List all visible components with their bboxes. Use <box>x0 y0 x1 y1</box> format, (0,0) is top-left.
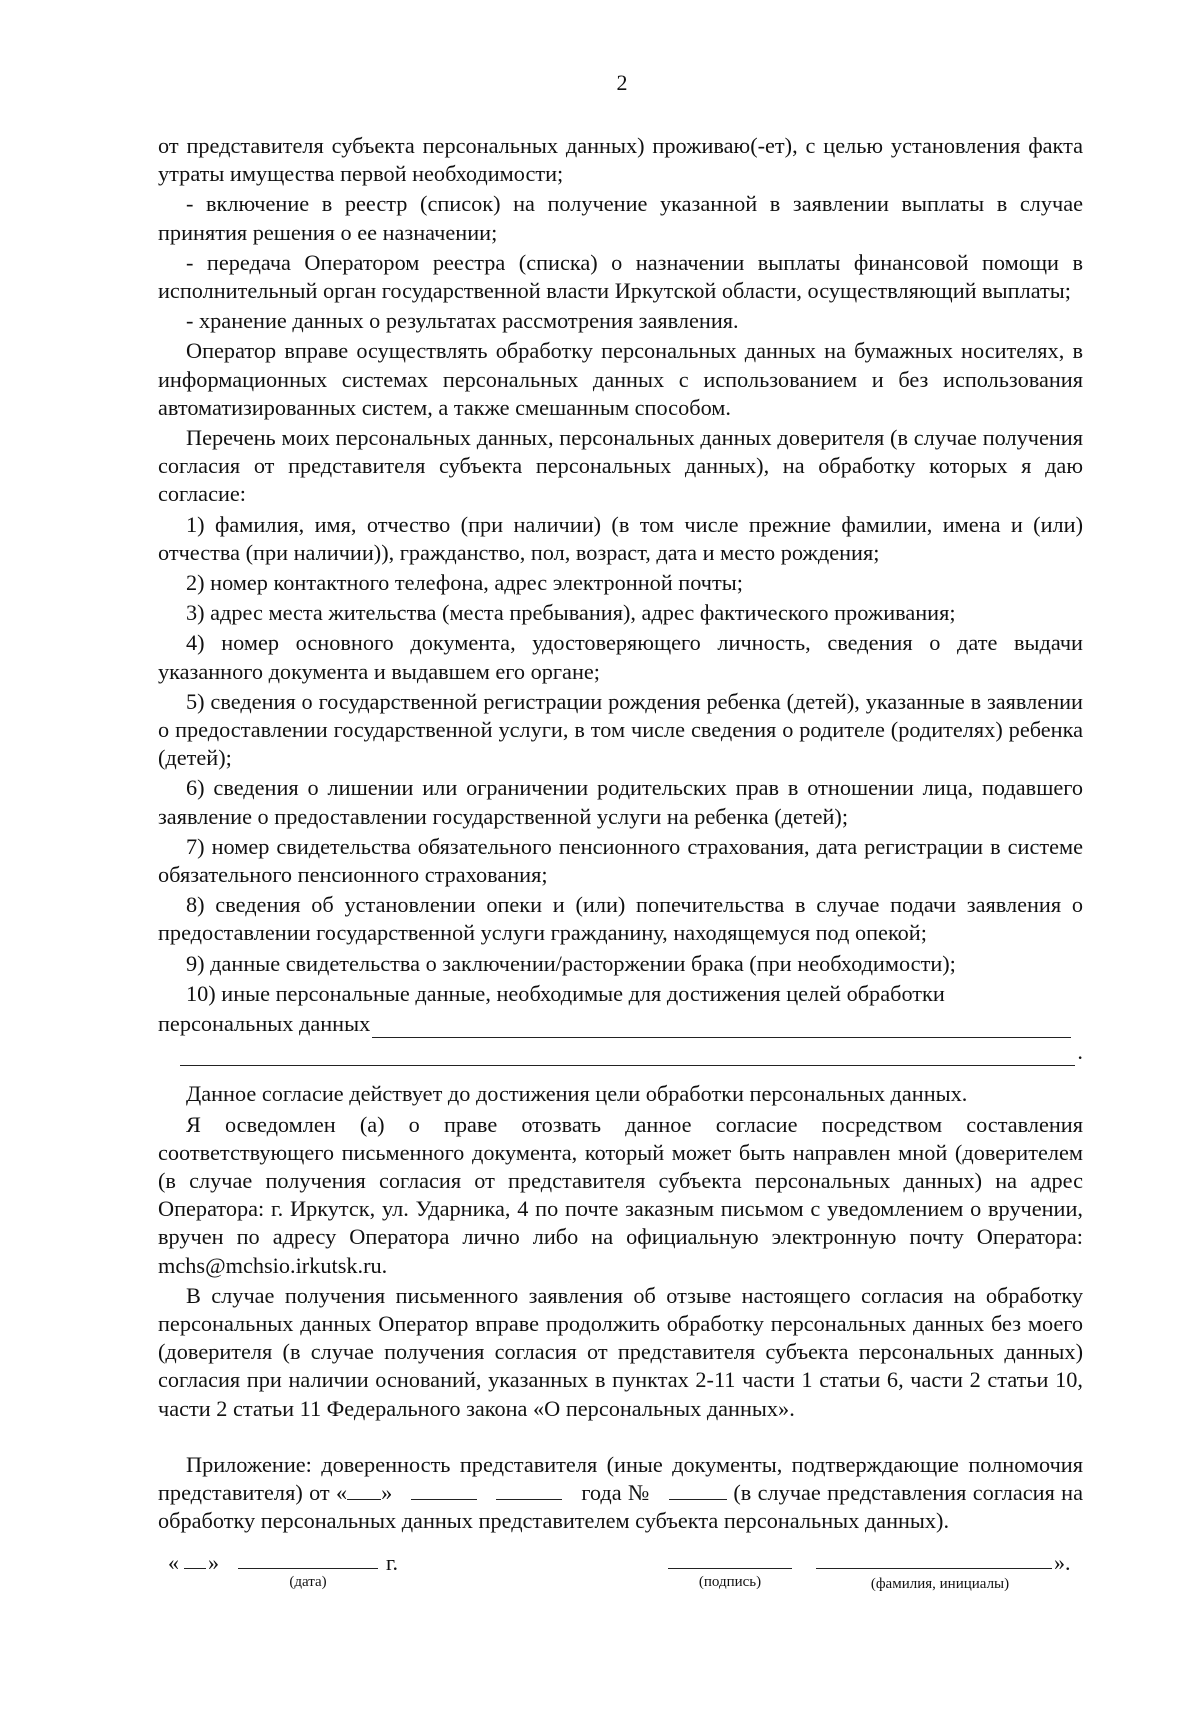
list-item-10-label: персональных данных <box>158 1011 371 1037</box>
signature-end-mark: ». <box>1054 1550 1071 1575</box>
signature-blank[interactable] <box>668 1550 792 1569</box>
page-number: 2 <box>616 70 628 95</box>
paragraph-withdrawal-right: Я осведомлен (а) о праве отозвать данное согласие посредством составления соответствующего письменного документа, который может быть направлен мной (доверителем (в случае получения согласия от представителя субъекта персональных данных) на адрес Оператора: г. Иркутск, ул. Ударника, 4 по почте заказным письмом с уведомлением о вручении, вручен по адресу Оператора лично либо на официальную электронную почту Оператора: mchs@mchsio.irkutsk.ru. <box>158 1111 1083 1278</box>
list-item: 8) сведения об установлении опеки и (или) попечительства в случае подачи заявления о предоставлении государственной услуги гражданину, находящемуся под опекой; <box>158 892 1083 946</box>
document-body <box>158 132 1083 1537</box>
signature-row <box>0 1550 1200 1610</box>
paragraph-attachment <box>158 1451 1083 1536</box>
list-item-10-fill-line <box>158 1010 1083 1038</box>
list-item: 9) данные свидетельства о заключении/расторжении брака (при необходимости); <box>186 950 956 976</box>
date-month-blank[interactable] <box>238 1550 378 1569</box>
paragraph-data-list-intro: Перечень моих персональных данных, персональных данных доверителя (в случае получения согласия от представителя субъекта персональных данных), на обработку которых я даю согласие: <box>158 425 1083 507</box>
attachment-quote-close: » <box>381 1479 393 1505</box>
attachment-day-blank[interactable] <box>347 1481 381 1500</box>
list-item: 1) фамилия, имя, отчество (при наличии) (в том числе прежние фамилии, имена и (или) отчества (при наличии)), гражданство, пол, возраст, дата и место рождения; <box>158 511 1083 565</box>
attachment-month-blank[interactable] <box>411 1481 477 1500</box>
list-item: 7) номер свидетельства обязательного пенсионного страхования, дата регистрации в системе обязательного пенсионного страхования; <box>158 833 1083 888</box>
paragraph-data-storage: - хранение данных о результатах рассмотрения заявления. <box>186 308 739 334</box>
blank-underline[interactable] <box>372 1017 1071 1038</box>
paragraph-registry-inclusion: - включение в реестр (список) на получение указанной в заявлении выплаты в случае принятия решения о ее назначении; <box>158 191 1083 245</box>
date-caption: (дата) <box>289 1574 327 1590</box>
signature-caption: (подпись) <box>698 1574 762 1590</box>
list-item: 3) адрес места жительства (места пребывания), адрес фактического проживания; <box>186 600 956 626</box>
paragraph-continuation: от представителя субъекта персональных данных) проживаю(-ет), с целью установления факта утраты имущества первой необходимости; <box>158 133 1083 187</box>
date-day-blank[interactable] <box>184 1550 206 1569</box>
list-item: 5) сведения о государственной регистрации рождения ребенка (детей), указанные в заявлении о предоставлении государственной услуги, в том числе сведения о родителе (родителях) ребенка (детей); <box>158 688 1083 771</box>
paragraph-consent-duration: Данное согласие действует до достижения цели обработки персональных данных. <box>186 1081 968 1107</box>
paragraph-registry-transfer: - передача Оператором реестра (списка) о назначении выплаты финансовой помощи в исполнительный орган государственной власти Иркутской области, осуществляющий выплаты; <box>158 249 1083 304</box>
name-initials-caption: (фамилия, инициалы) <box>870 1576 1010 1592</box>
attachment-text-start: Приложение: доверенность представителя (иные документы, подтверждающие полномочия представителя) от « <box>158 1451 1083 1505</box>
list-item-10-second-line <box>180 1039 1083 1066</box>
attachment-number-blank[interactable] <box>669 1481 727 1500</box>
list-item-10: 10) иные персональные данные, необходимые для достижения целей обработки <box>186 980 945 1006</box>
attachment-year-number-label: года № <box>581 1479 651 1505</box>
paragraph-withdrawal-processing: В случае получения письменного заявления об отзыве настоящего согласия на обработку персональных данных Оператор вправе продолжить обработку персональных данных без моего (доверителя (в случае получения согласия от представителя субъекта персональных данных) согласия при наличии оснований, указанных в пунктах 2-11 части 1 статьи 6, части 2 статьи 10, части 2 статьи 11 Федерального закона «О персональных данных». <box>158 1282 1083 1421</box>
attachment-text-end: (в случае представления согласия на обработку персональных данных представителем субъекта персональных данных). <box>158 1479 1084 1534</box>
blank-underline[interactable] <box>180 1045 1075 1066</box>
date-quote-close: » <box>208 1550 219 1575</box>
list-item: 6) сведения о лишении или ограничении родительских прав в отношении лица, подавшего заявление о предоставлении государственной услуги на ребенка (детей); <box>158 775 1083 829</box>
attachment-year-blank[interactable] <box>496 1481 562 1500</box>
paragraph-processing-methods: Оператор вправе осуществлять обработку персональных данных на бумажных носителях, в информационных системах персональных данных с использованием и без использования автоматизированных систем, а также смешанным способом. <box>158 338 1083 420</box>
list-item: 4) номер основного документа, удостоверяющего личность, сведения о дате выдачи указанного документа и выдавшем его органе; <box>158 630 1083 684</box>
date-year-suffix: г. <box>386 1550 399 1575</box>
name-initials-blank[interactable] <box>816 1550 1052 1569</box>
list-item: 2) номер контактного телефона, адрес электронной почты; <box>186 570 743 596</box>
list-item-10-end-mark: . <box>1077 1039 1083 1065</box>
date-quote-open: « <box>168 1550 179 1575</box>
